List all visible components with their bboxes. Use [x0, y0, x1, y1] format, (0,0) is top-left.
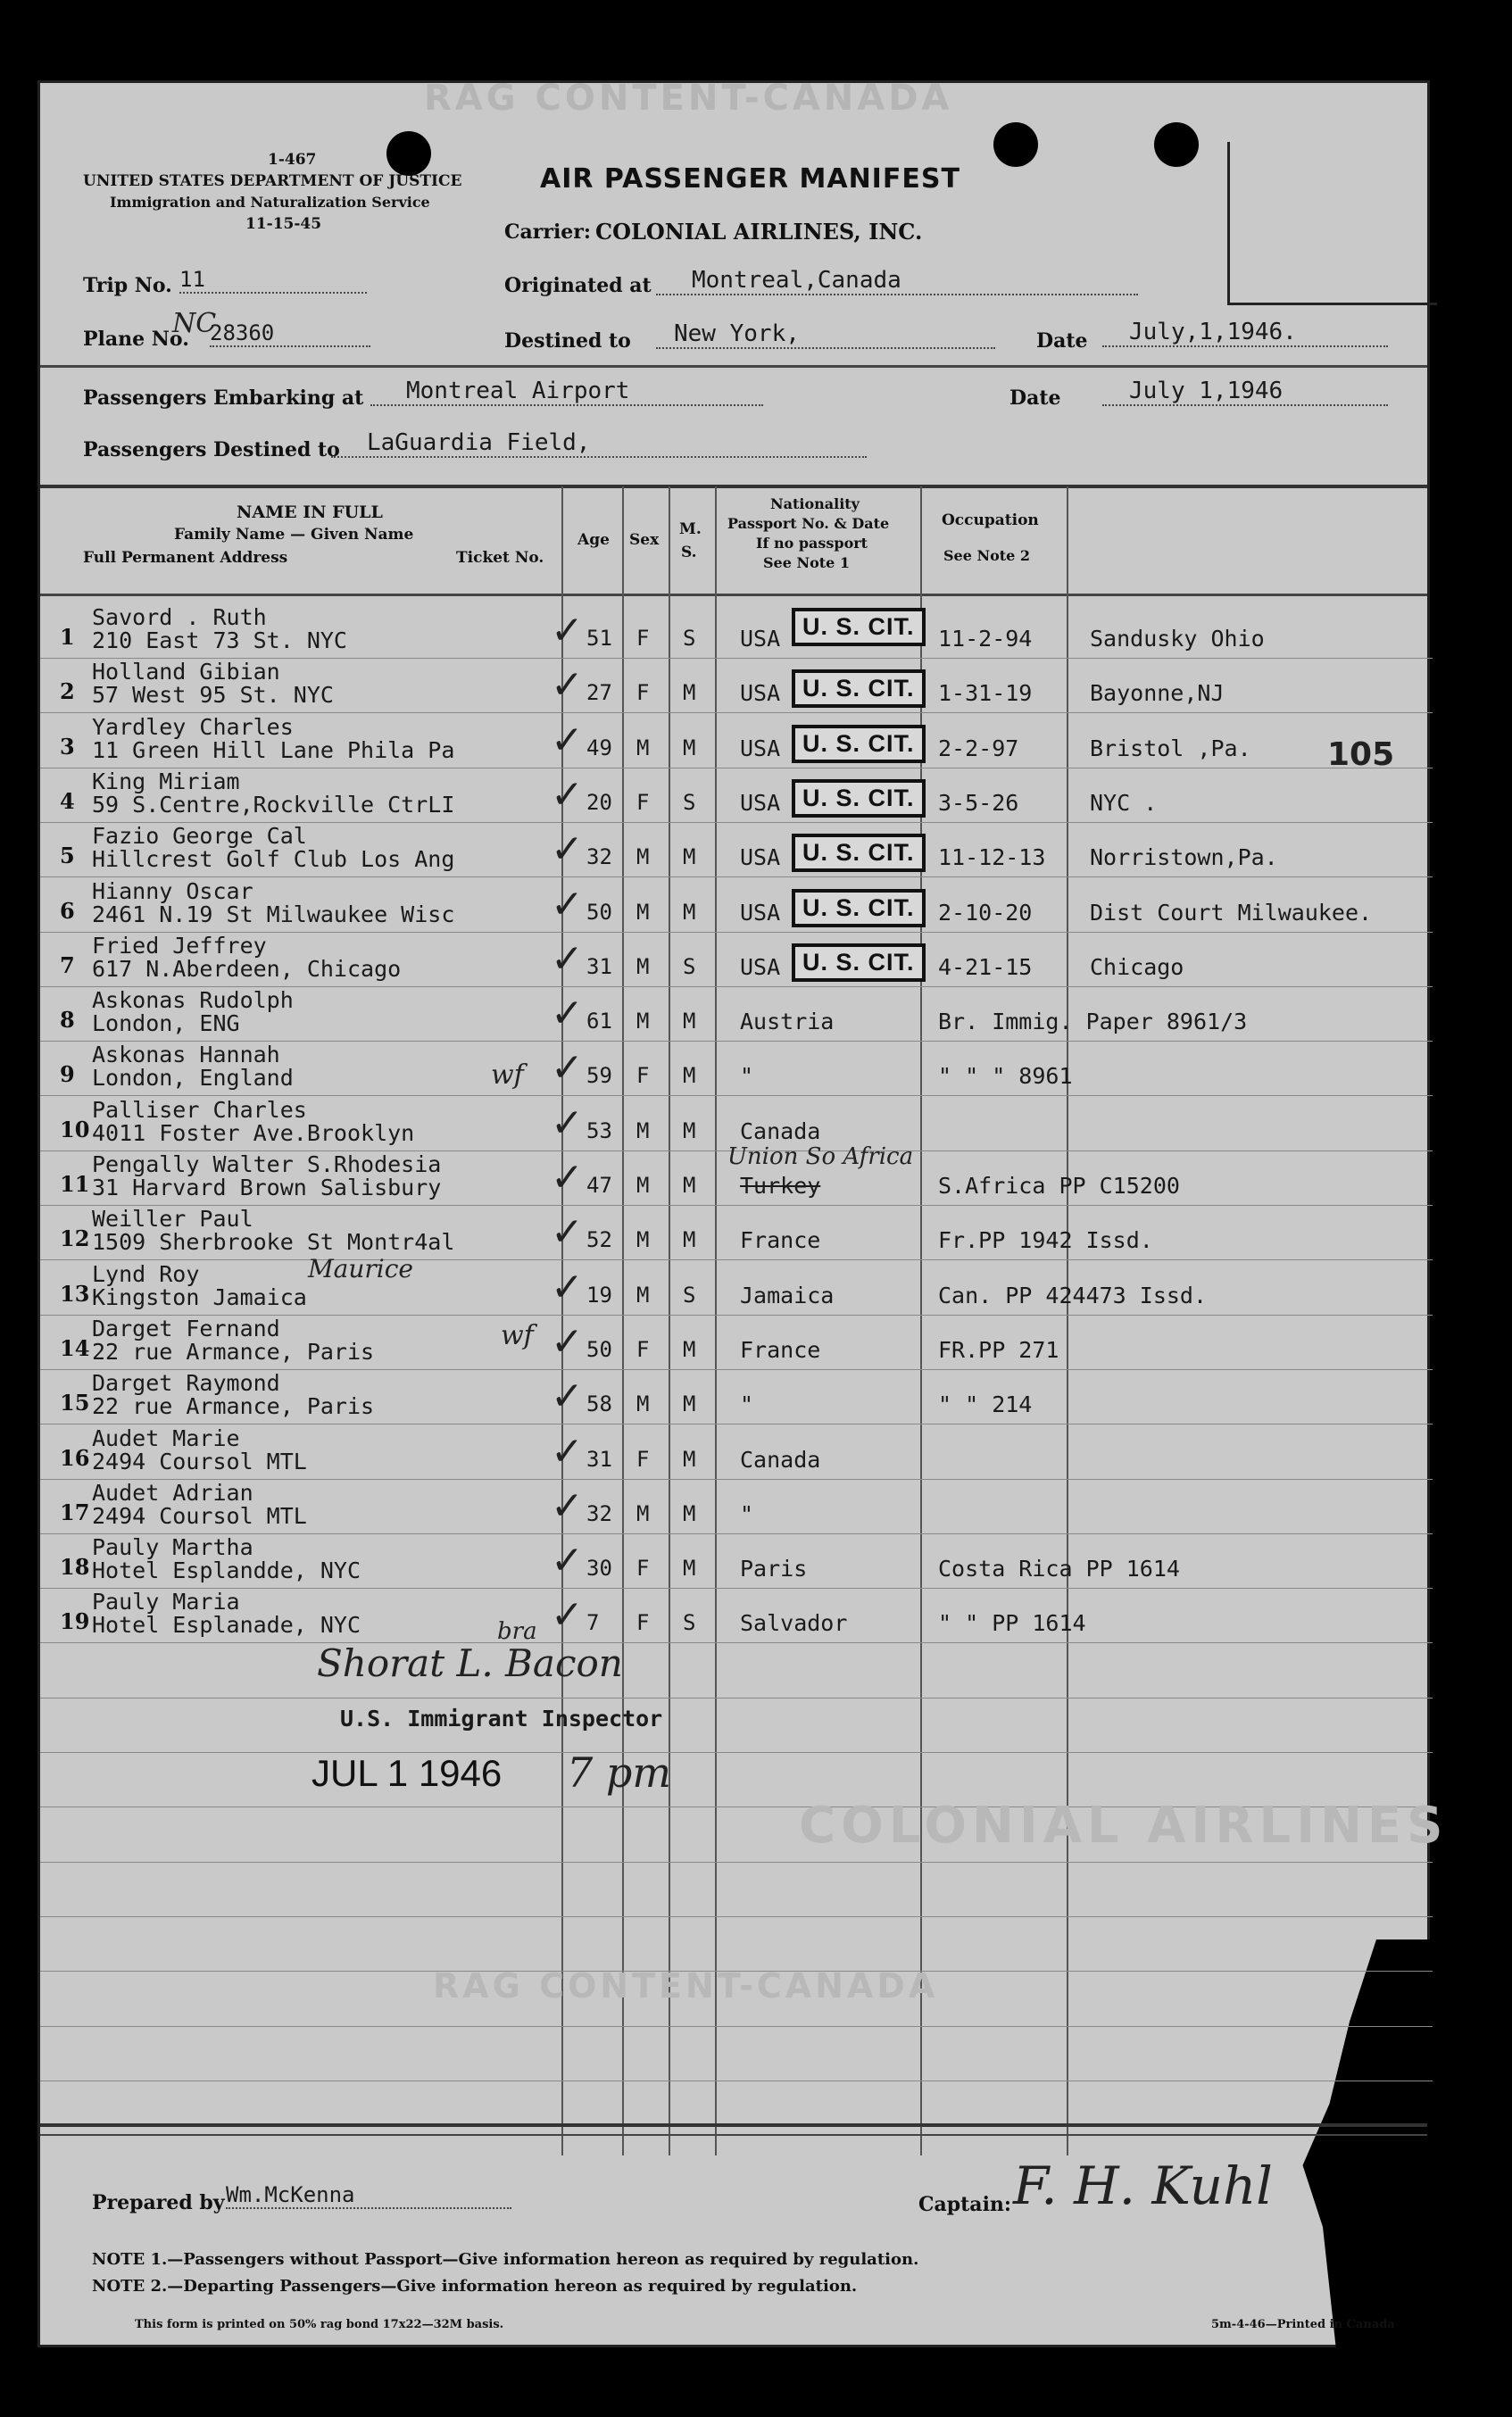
passenger-nationality: "	[740, 1391, 754, 1418]
check-mark-icon: ✓	[551, 1155, 584, 1200]
passenger-sex: M	[636, 1282, 650, 1308]
passenger-occupation: " " PP 1614	[938, 1610, 1086, 1637]
passenger-marital: M	[683, 1500, 696, 1526]
passenger-sex: M	[636, 1117, 650, 1143]
page-title: AIR PASSENGER MANIFEST	[540, 163, 960, 195]
passenger-marital: S	[683, 626, 696, 651]
passenger-age: 31	[586, 953, 612, 979]
passenger-nationality: Jamaica	[740, 1282, 835, 1308]
count-annotation: 105	[1327, 736, 1395, 773]
check-mark-icon: ✓	[551, 935, 584, 982]
passenger-marital: S	[683, 1282, 696, 1308]
passenger-birthdate: 11-2-94	[938, 626, 1033, 652]
table-row	[40, 713, 1433, 771]
torn-corner	[1296, 1939, 1430, 2350]
passenger-sex: M	[636, 1173, 650, 1198]
passenger-sex: F	[636, 789, 650, 815]
passenger-age: 31	[586, 1446, 612, 1472]
table-row	[40, 1043, 1433, 1099]
row-number: 16	[60, 1444, 90, 1471]
col-family-given: Family Name — Given Name	[174, 526, 414, 544]
passenger-occupation: Can. PP 424473 Issd.	[938, 1282, 1208, 1308]
passenger-sex: F	[636, 680, 650, 706]
row-number: 17	[60, 1499, 90, 1525]
us-citizen-stamp: U. S. CIT.	[792, 779, 926, 818]
check-mark-icon: ✓	[551, 991, 584, 1037]
passenger-nationality: Canada	[740, 1446, 821, 1473]
passenger-address: 2494 Coursol MTL	[92, 1502, 307, 1529]
passenger-sex: F	[636, 1446, 650, 1472]
col-ms-2: S.	[681, 544, 697, 561]
nationality-correction: Union So Africa	[727, 1143, 914, 1170]
trip-label: Trip No.	[83, 274, 172, 297]
row-number: 10	[60, 1116, 90, 1142]
passenger-name: Askonas Rudolph	[92, 987, 294, 1014]
passenger-occupation: Norristown,Pa.	[1090, 844, 1278, 871]
us-citizen-stamp: U. S. CIT.	[792, 943, 926, 982]
empty-row-line	[40, 1752, 1433, 1753]
watermark-bottom: RAG CONTENT-CANADA	[433, 1966, 939, 2006]
row-divider	[40, 1588, 1433, 1589]
passenger-name: Pauly Maria	[92, 1589, 240, 1615]
passenger-sex: F	[636, 1610, 650, 1636]
captain-signature: F. H. Kuhl	[1013, 2155, 1273, 2216]
passenger-age: 20	[586, 789, 612, 815]
passenger-address: 617 N.Aberdeen, Chicago	[92, 955, 402, 982]
col-ms-1: M.	[679, 520, 702, 538]
empty-row-line	[40, 2026, 1433, 2027]
passenger-sex: F	[636, 1556, 650, 1582]
passenger-address: 2461 N.19 St Milwaukee Wisc	[92, 901, 455, 927]
passenger-nationality: Paris	[740, 1556, 808, 1582]
passenger-age: 32	[586, 844, 612, 870]
passenger-occupation: Bayonne,NJ	[1090, 680, 1225, 707]
check-mark-icon: ✓	[551, 1318, 584, 1365]
passenger-birthdate: 1-31-19	[938, 680, 1033, 707]
passenger-nationality: Turkey	[740, 1173, 821, 1199]
passenger-marital: S	[683, 953, 696, 979]
passenger-age: 50	[586, 899, 612, 925]
destined-to-label: Passengers Destined to	[83, 438, 340, 461]
punch-hole	[386, 131, 431, 176]
passenger-name: Lynd Roy	[92, 1260, 200, 1287]
empty-row-line	[40, 1916, 1433, 1917]
passenger-occupation: Sandusky Ohio	[1090, 626, 1265, 652]
table-row	[40, 1591, 1433, 1646]
passenger-age: 53	[586, 1117, 612, 1143]
check-mark-icon: ✓	[551, 826, 584, 873]
passenger-address: 2494 Coursol MTL	[92, 1448, 307, 1474]
row-number: 12	[60, 1225, 90, 1252]
table-row	[40, 1479, 1433, 1537]
passenger-occupation: Chicago	[1090, 953, 1184, 980]
passenger-nationality: USA	[740, 789, 781, 816]
passenger-nationality: Canada	[740, 1117, 821, 1144]
passenger-nationality: USA	[740, 626, 781, 652]
row-number: 9	[60, 1061, 75, 1088]
passenger-name: Yardley Charles	[92, 713, 294, 740]
passenger-occupation: FR.PP 271	[938, 1336, 1059, 1363]
plane-value: 28360	[210, 320, 370, 347]
passenger-address: 22 rue Armance, Paris	[92, 1338, 375, 1365]
passenger-name: Palliser Charles	[92, 1096, 307, 1123]
prepared-value: Wm.McKenna	[226, 2182, 511, 2209]
printed-in: 5m-4-46—Printed in Canada	[1211, 2318, 1395, 2331]
check-mark-icon: ✓	[551, 1374, 584, 1420]
passenger-marital: M	[683, 899, 696, 925]
passenger-sex: M	[636, 899, 650, 925]
passenger-marital: M	[683, 680, 696, 706]
passenger-occupation: Fr.PP 1942 Issd.	[938, 1227, 1153, 1254]
embarking-label: Passengers Embarking at	[83, 386, 364, 410]
passenger-address: 31 Harvard Brown Salisbury	[92, 1175, 442, 1200]
passenger-marital: S	[683, 789, 696, 815]
passenger-nationality: France	[740, 1336, 821, 1363]
check-mark-icon: ✓	[551, 717, 584, 763]
col-address: Full Permanent Address	[83, 549, 288, 567]
passenger-name: Holland Gibian	[92, 659, 280, 685]
check-mark-icon: ✓	[551, 1264, 584, 1310]
passenger-nationality: USA	[740, 735, 781, 761]
row-number: 7	[60, 951, 75, 978]
passenger-age: 59	[586, 1063, 612, 1089]
punch-hole	[993, 122, 1038, 167]
row-number: 5	[60, 843, 75, 869]
passenger-name: Pengally Walter S.Rhodesia	[92, 1151, 442, 1177]
passenger-birthdate: 4-21-15	[938, 953, 1033, 980]
date-label: Date	[1036, 329, 1088, 353]
table-row	[40, 660, 1433, 716]
col-occupation: Occupation	[942, 511, 1039, 529]
passenger-marital: M	[683, 1556, 696, 1582]
row-number: 15	[60, 1390, 90, 1416]
table-row	[40, 1372, 1433, 1427]
passenger-age: 27	[586, 680, 612, 706]
passenger-sex: M	[636, 1391, 650, 1417]
passenger-address: 210 East 73 St. NYC	[92, 627, 347, 653]
passenger-address: 11 Green Hill Lane Phila Pa	[92, 736, 455, 763]
watermark-mid: COLONIAL AIRLINES	[799, 1797, 1449, 1855]
passenger-address: London, ENG	[92, 1010, 240, 1037]
passenger-nationality: USA	[740, 680, 781, 707]
passenger-name: Hianny Oscar	[92, 877, 253, 904]
passenger-sex: F	[636, 1063, 650, 1089]
prepared-label: Prepared by	[92, 2191, 225, 2214]
passenger-age: 52	[586, 1227, 612, 1253]
passenger-occupation: " " 214	[938, 1391, 1033, 1418]
passenger-occupation: NYC .	[1090, 789, 1158, 816]
passenger-age: 51	[586, 626, 612, 651]
table-row	[40, 606, 1433, 661]
passenger-name: Audet Marie	[92, 1424, 240, 1451]
passenger-address: London, England	[92, 1065, 294, 1092]
check-mark-icon: ✓	[551, 1209, 584, 1256]
col-name: NAME IN FULL	[237, 503, 383, 522]
row-number: 11	[60, 1171, 90, 1197]
passenger-name: Weiller Paul	[92, 1206, 253, 1233]
passenger-age: 7	[586, 1610, 600, 1636]
check-mark-icon: ✓	[551, 1428, 584, 1474]
inspector-label: U.S. Immigrant Inspector	[340, 1706, 663, 1732]
passenger-address: 4011 Foster Ave.Brooklyn	[92, 1119, 415, 1146]
row-number: 19	[60, 1608, 90, 1635]
col-ticket: Ticket No.	[456, 549, 544, 567]
passenger-age: 61	[586, 1009, 612, 1034]
table-row	[40, 1208, 1433, 1263]
punch-hole	[1154, 122, 1199, 167]
carrier-label: Carrier:	[504, 220, 592, 244]
us-citizen-stamp: U. S. CIT.	[792, 725, 926, 763]
passenger-name: Savord . Ruth	[92, 604, 267, 630]
passenger-address: Kingston Jamaica	[92, 1283, 307, 1310]
passenger-nationality: "	[740, 1063, 754, 1090]
passenger-marital: M	[683, 1446, 696, 1472]
passenger-occupation: Bristol ,Pa.	[1090, 735, 1251, 761]
passenger-address: 59 S.Centre,Rockville CtrLI	[92, 791, 455, 818]
passenger-sex: M	[636, 735, 650, 760]
check-mark-icon: ✓	[551, 1538, 584, 1584]
passenger-sex: M	[636, 1500, 650, 1526]
originated-label: Originated at	[504, 274, 652, 297]
manifest-page	[37, 78, 1449, 2347]
us-citizen-stamp: U. S. CIT.	[792, 669, 926, 708]
inspector-signature: Shorat L. Bacon	[317, 1641, 623, 1685]
date2-label: Date	[1009, 386, 1061, 410]
table-row	[40, 877, 1433, 935]
passenger-occupation: Dist Court Milwaukee.	[1090, 899, 1373, 926]
row-number: 13	[60, 1280, 90, 1307]
empty-row-line	[40, 1698, 1433, 1699]
col-passport-3: See Note 1	[763, 554, 851, 571]
table-row	[40, 825, 1433, 880]
table-row	[40, 989, 1433, 1044]
passenger-birthdate: 2-2-97	[938, 735, 1019, 761]
row-number: 2	[60, 678, 75, 705]
passenger-age: 58	[586, 1391, 612, 1417]
table-row	[40, 934, 1433, 990]
captain-label: Captain:	[918, 2193, 1012, 2216]
row-number: 8	[60, 1007, 75, 1034]
name-correction: Maurice	[308, 1254, 413, 1283]
empty-row-line	[40, 1862, 1433, 1863]
passenger-nationality: France	[740, 1227, 821, 1254]
inspector-time: 7 pm	[567, 1748, 671, 1797]
us-citizen-stamp: U. S. CIT.	[792, 834, 926, 872]
note-2: NOTE 2.—Departing Passengers—Give information hereon as required by regulation.	[92, 2277, 858, 2296]
date2-value: July 1,1946	[1102, 378, 1388, 406]
passenger-marital: M	[683, 1063, 696, 1089]
passenger-name: King Miriam	[92, 768, 240, 794]
passenger-age: 30	[586, 1556, 612, 1582]
passenger-age: 49	[586, 735, 612, 760]
col-passport-2: If no passport	[756, 535, 868, 552]
check-mark-icon: ✓	[551, 881, 584, 927]
passenger-sex: F	[636, 1336, 650, 1362]
passenger-marital: M	[683, 1117, 696, 1143]
us-citizen-stamp: U. S. CIT.	[792, 889, 926, 927]
passenger-address: 57 West 95 St. NYC	[92, 682, 334, 709]
row-number: 18	[60, 1554, 90, 1581]
passenger-birthdate: 11-12-13	[938, 844, 1046, 871]
passenger-nationality: Salvador	[740, 1610, 848, 1637]
passenger-marital: M	[683, 735, 696, 760]
passenger-address: Hotel Esplandde, NYC	[92, 1557, 361, 1584]
passenger-age: 50	[586, 1336, 612, 1362]
embarking-value: Montreal Airport	[370, 378, 763, 406]
table-row	[40, 1536, 1433, 1591]
form-date: 11-15-45	[245, 215, 322, 233]
passenger-address: Hotel Esplanade, NYC	[92, 1612, 361, 1639]
check-mark-icon: ✓	[551, 771, 584, 818]
stamp-box	[1227, 142, 1437, 305]
passenger-name: Darget Fernand	[92, 1315, 280, 1341]
row-number: 14	[60, 1334, 90, 1361]
trip-value: 11	[179, 267, 367, 294]
bra-mark: bra	[497, 1618, 537, 1645]
passenger-nationality: Austria	[740, 1009, 835, 1035]
passenger-birthdate: 2-10-20	[938, 899, 1033, 926]
passenger-nationality: USA	[740, 899, 781, 926]
row-number: 4	[60, 787, 75, 814]
us-citizen-stamp: U. S. CIT.	[792, 608, 926, 646]
passenger-sex: M	[636, 953, 650, 979]
service: Immigration and Naturalization Service	[110, 194, 430, 211]
passenger-nationality: USA	[740, 953, 781, 980]
check-mark-icon: ✓	[551, 1045, 584, 1092]
row-number: 3	[60, 733, 75, 760]
originated-value: Montreal,Canada	[656, 267, 1138, 295]
passenger-marital: M	[683, 1336, 696, 1362]
note-1: NOTE 1.—Passengers without Passport—Give information hereon as required by regulation.	[92, 2250, 919, 2269]
passenger-sex: F	[636, 626, 650, 651]
destined-to-value: LaGuardia Field,	[331, 429, 867, 458]
destined-value: New York,	[656, 320, 995, 349]
table-row	[40, 1424, 1433, 1483]
passenger-marital: M	[683, 1391, 696, 1417]
passenger-address: 22 rue Armance, Paris	[92, 1393, 375, 1420]
passenger-name: Darget Raymond	[92, 1370, 280, 1397]
agency: UNITED STATES DEPARTMENT OF JUSTICE	[83, 172, 462, 190]
passenger-age: 32	[586, 1500, 612, 1526]
inspector-stamp-date: JUL 1 1946	[312, 1752, 503, 1794]
row-divider	[40, 1642, 1433, 1643]
check-mark-icon: ✓	[551, 1100, 584, 1146]
passenger-sex: M	[636, 1009, 650, 1034]
watermark-top: RAG CONTENT-CANADA	[424, 78, 953, 119]
passenger-nationality: USA	[740, 844, 781, 871]
col-nationality: Nationality	[770, 495, 860, 512]
col-sex: Sex	[629, 531, 660, 549]
check-mark-icon: ✓	[551, 608, 584, 653]
passenger-occupation: Br. Immig. Paper 8961/3	[938, 1009, 1248, 1035]
date-value: July,1,1946.	[1102, 319, 1388, 347]
wf-mark: wf	[501, 1320, 534, 1351]
passenger-marital: S	[683, 1610, 696, 1636]
col-passport-1: Passport No. & Date	[727, 515, 890, 532]
col-age: Age	[577, 531, 610, 549]
table-row	[40, 770, 1433, 826]
passenger-name: Fazio George Cal	[92, 823, 307, 850]
passenger-address: 1509 Sherbrooke St Montr4al	[92, 1229, 455, 1256]
passenger-name: Pauly Martha	[92, 1534, 253, 1561]
wf-mark: wf	[491, 1059, 524, 1091]
passenger-marital: M	[683, 1227, 696, 1253]
col-occupation-note: See Note 2	[943, 547, 1031, 564]
passenger-birthdate: 3-5-26	[938, 789, 1019, 816]
passenger-age: 47	[586, 1173, 612, 1198]
print-note: This form is printed on 50% rag bond 17x22—32M basis.	[135, 2318, 504, 2331]
form-number: 1-467	[268, 151, 317, 169]
passenger-marital: M	[683, 844, 696, 870]
row-number: 1	[60, 624, 75, 650]
passenger-nationality: "	[740, 1500, 754, 1527]
carrier-value: COLONIAL AIRLINES, INC.	[595, 219, 923, 245]
passenger-occupation: S.Africa PP C15200	[938, 1173, 1180, 1199]
check-mark-icon: ✓	[551, 1483, 584, 1529]
check-mark-icon: ✓	[551, 1592, 584, 1639]
passenger-sex: M	[636, 1227, 650, 1253]
table-row	[40, 1317, 1433, 1373]
plane-label: Plane No.	[83, 328, 189, 351]
passenger-marital: M	[683, 1009, 696, 1034]
passenger-address: Hillcrest Golf Club Los Ang	[92, 846, 455, 873]
passenger-name: Askonas Hannah	[92, 1042, 280, 1068]
check-mark-icon: ✓	[551, 662, 584, 709]
table-row	[40, 1260, 1433, 1318]
passenger-occupation: " " " 8961	[938, 1063, 1073, 1090]
destined-label: Destined to	[504, 329, 631, 353]
row-divider	[40, 1259, 1433, 1260]
plane-prefix: NC	[172, 308, 217, 339]
passenger-age: 19	[586, 1282, 612, 1308]
passenger-marital: M	[683, 1173, 696, 1198]
passenger-occupation: Costa Rica PP 1614	[938, 1556, 1180, 1582]
passenger-name: Fried Jeffrey	[92, 932, 267, 959]
row-number: 6	[60, 897, 75, 924]
passenger-sex: M	[636, 844, 650, 870]
passenger-name: Audet Adrian	[92, 1479, 253, 1506]
